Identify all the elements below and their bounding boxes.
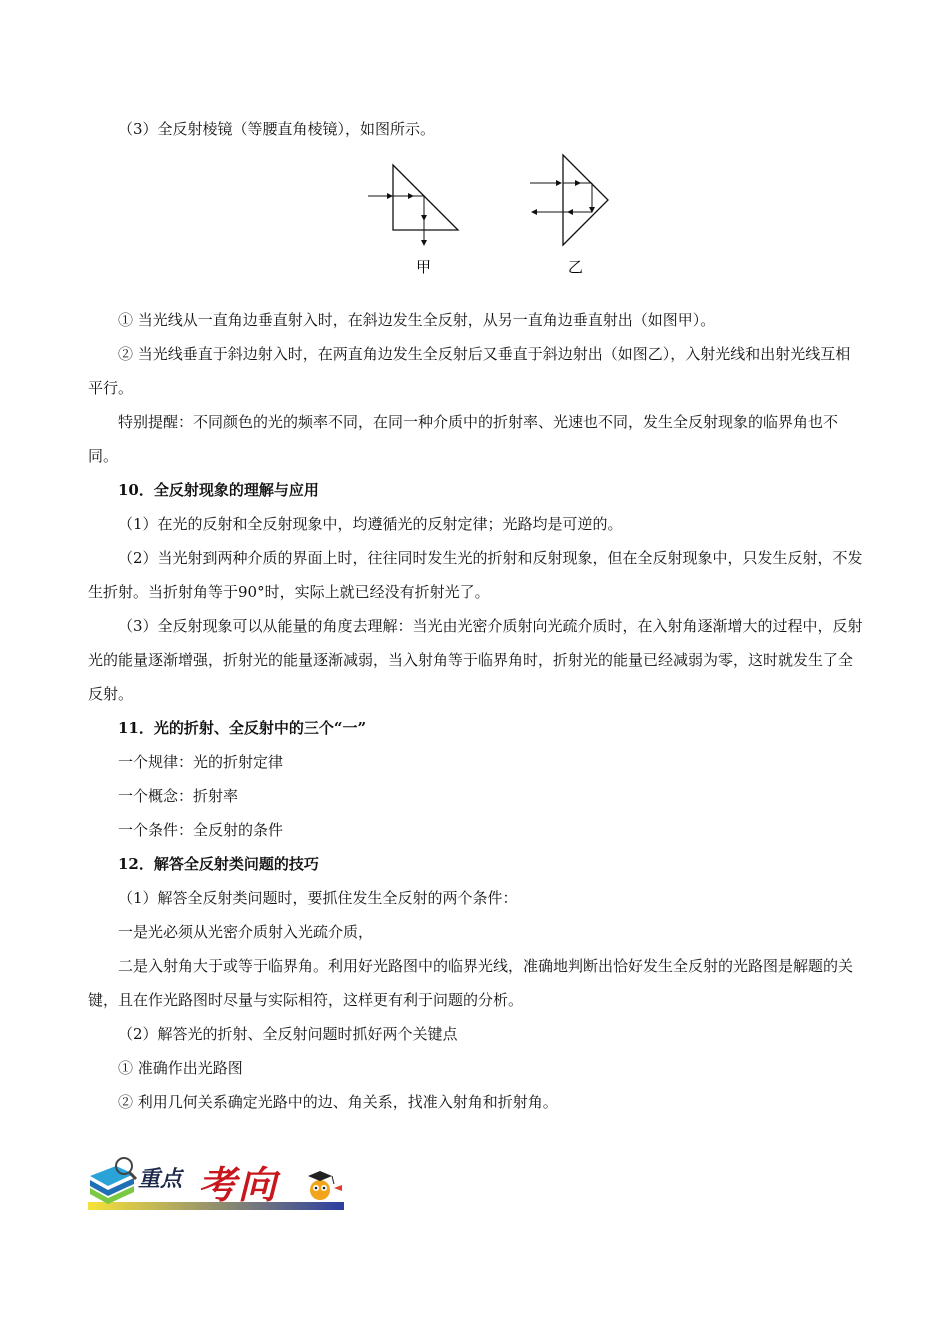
paragraph: （3）全反射现象可以从能量的角度去理解：当光由光密介质射向光疏介质时，在入射角逐渐增大的过程中，反射光的能量逐渐增强，折射光的能量逐渐减弱，当入射角等于临界角时，折射光的能量已经减弱为零，这时就发生了全反射。 (88, 617, 863, 703)
prism-diagrams (368, 150, 628, 280)
paragraph: ① 准确作出光路图 (118, 1059, 243, 1077)
section-heading: 10．全反射现象的理解与应用 (118, 481, 319, 499)
prism-figure (368, 150, 628, 280)
paragraph: （1）解答全反射类问题时，要抓住发生全反射的两个条件： (118, 889, 518, 907)
intro-text: （3）全反射棱镜（等腰直角棱镜），如图所示。 (118, 120, 436, 138)
prism-left (368, 165, 458, 245)
paragraph: 一个概念：折射率 (118, 787, 239, 805)
body-text (88, 303, 864, 1119)
paragraph: 一是光必须从光密介质射入光疏介质， (118, 923, 374, 941)
key-points-banner (88, 1152, 344, 1212)
paragraph: 二是入射角大于或等于临界角。利用好光路图中的临界光线，准确地判断出恰好发生全反射的光路图是解题的关键，且在作光路图时尽量与实际相符，这样更有利于问题的分析。 (88, 957, 854, 1009)
paragraph: 一个规律：光的折射定律 (118, 753, 284, 771)
paragraph: ② 当光线垂直于斜边射入时，在两直角边发生全反射后又垂直于斜边射出（如图乙），入射光线和出射光线互相平行。 (88, 345, 851, 397)
paragraph: 一个条件：全反射的条件 (118, 821, 284, 839)
section-heading: 11．光的折射、全反射中的三个“一” (118, 719, 367, 737)
figure-label-jia: 甲 (416, 258, 432, 276)
paragraph: 特别提醒：不同颜色的光的频率不同，在同一种介质中的折射率、光速也不同，发生全反射现象的临界角也不同。 (88, 413, 839, 465)
paragraph: ① 当光线从一直角边垂直射入时，在斜边发生全反射，从另一直角边垂直射出（如图甲）。 (118, 311, 716, 329)
prism-right (530, 155, 608, 245)
banner-large-text: 考向 (198, 1163, 279, 1207)
figure-label-yi: 乙 (568, 258, 584, 276)
paragraph: （2）当光射到两种介质的界面上时，往往同时发生光的折射和反射现象，但在全反射现象中，只发生反射，不发生折射。当折射角等于90°时，实际上就已经没有折射光了。 (88, 549, 863, 601)
banner-small-text: 重点 (138, 1167, 183, 1192)
section-heading: 12．解答全反射类问题的技巧 (118, 855, 319, 873)
paragraph: （2）解答光的折射、全反射问题时抓好两个关键点 (118, 1025, 458, 1043)
paragraph: ② 利用几何关系确定光路中的边、角关系，找准入射角和折射角。 (118, 1093, 558, 1111)
paragraph: （1）在光的反射和全反射现象中，均遵循光的反射定律；光路均是可逆的。 (118, 515, 623, 533)
